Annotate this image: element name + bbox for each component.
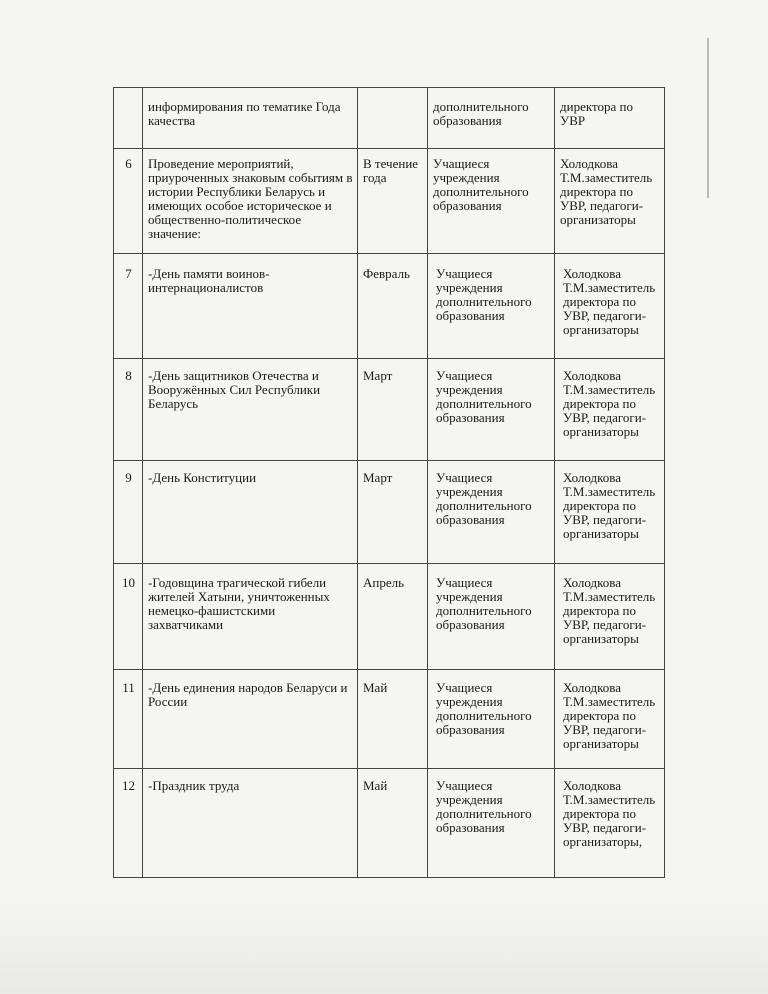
table-row [114,254,665,359]
participants-text: Учащиеся учреждения дополнительного образования [436,575,532,632]
responsible-text: Холодкова Т.М.заместитель директора по УВР, педагоги-организаторы [563,470,656,541]
responsible-cell [555,88,665,149]
event-cell [143,670,358,769]
table-row [114,359,665,461]
participants-cell [428,670,555,769]
row-number: 12 [114,769,143,878]
date-cell [358,149,428,254]
date-text: Март [363,368,393,383]
event-text: -День памяти воинов-интернационалистов [148,266,270,295]
table-row [114,149,665,254]
participants-text: Учащиеся учреждения дополнительного образования [436,266,532,323]
row-number: 7 [114,254,143,359]
table-row [114,769,665,878]
responsible-cell [555,461,665,564]
scan-edge-line [707,38,709,198]
participants-cell [428,254,555,359]
responsible-text: директора по УВР [560,99,633,128]
participants-cell [428,88,555,149]
date-cell [358,769,428,878]
date-cell [358,461,428,564]
participants-text: Учащиеся учреждения дополнительного образования [433,156,529,213]
responsible-cell [555,359,665,461]
event-text: -День единения народов Беларуси и России [148,680,348,709]
event-cell [143,769,358,878]
responsible-text: Холодкова Т.М.заместитель директора по УВР, педагоги-организаторы [563,266,656,337]
date-cell [358,670,428,769]
row-number: 8 [114,359,143,461]
responsible-text: Холодкова Т.М.заместитель директора по УВР, педагоги-организаторы, [563,778,656,849]
row-number: 6 [114,149,143,254]
responsible-cell [555,564,665,670]
participants-text: дополнительного образования [433,99,529,128]
event-cell [143,254,358,359]
participants-text: Учащиеся учреждения дополнительного образования [436,368,532,425]
responsible-text: Холодкова Т.М.заместитель директора по УВР, педагоги-организаторы [563,680,656,751]
responsible-cell [555,149,665,254]
row-number: 9 [114,461,143,564]
row-number [114,88,143,149]
date-text: В течение года [363,156,419,185]
responsible-text: Холодкова Т.М.заместитель директора по УВР, педагоги-организаторы [563,368,656,439]
row-number: 11 [114,670,143,769]
row-number: 10 [114,564,143,670]
event-cell [143,359,358,461]
event-text: -Годовщина трагической гибели жителей Хатыни, уничтоженных немецко-фашистскими захватчиками [148,575,330,632]
date-text: Февраль [363,266,410,281]
table-row [114,461,665,564]
responsible-text: Холодкова Т.М.заместитель директора по УВР, педагоги-организаторы [560,156,653,227]
event-cell [143,461,358,564]
participants-cell [428,149,555,254]
responsible-cell [555,254,665,359]
event-text: информирования по тематике Года качества [148,99,341,128]
table-row [114,564,665,670]
event-cell [143,88,358,149]
participants-cell [428,359,555,461]
participants-cell [428,769,555,878]
responsible-text: Холодкова Т.М.заместитель директора по УВР, педагоги-организаторы [563,575,656,646]
date-cell [358,88,428,149]
participants-cell [428,461,555,564]
event-text: -День Конституции [148,470,257,485]
participants-cell [428,564,555,670]
scan-shadow [0,900,768,994]
table-row [114,670,665,769]
date-text: Апрель [363,575,405,590]
date-text: Май [363,778,388,793]
responsible-cell [555,769,665,878]
participants-text: Учащиеся учреждения дополнительного образования [436,778,532,835]
date-cell [358,564,428,670]
participants-text: Учащиеся учреждения дополнительного образования [436,680,532,737]
event-text: -Праздник труда [148,778,240,793]
event-text: Проведение мероприятий, приуроченных знаковым событиям в истории Республики Беларусь и имеющих особое историческое и общественно-политическое значение: [148,156,353,241]
responsible-cell [555,670,665,769]
event-cell [143,149,358,254]
date-cell [358,359,428,461]
date-text: Март [363,470,393,485]
event-text: -День защитников Отечества и Вооружённых Сил Республики Беларусь [148,368,321,411]
events-table [113,87,665,878]
date-cell [358,254,428,359]
table-row [114,88,665,149]
date-text: Май [363,680,388,695]
participants-text: Учащиеся учреждения дополнительного образования [436,470,532,527]
event-cell [143,564,358,670]
